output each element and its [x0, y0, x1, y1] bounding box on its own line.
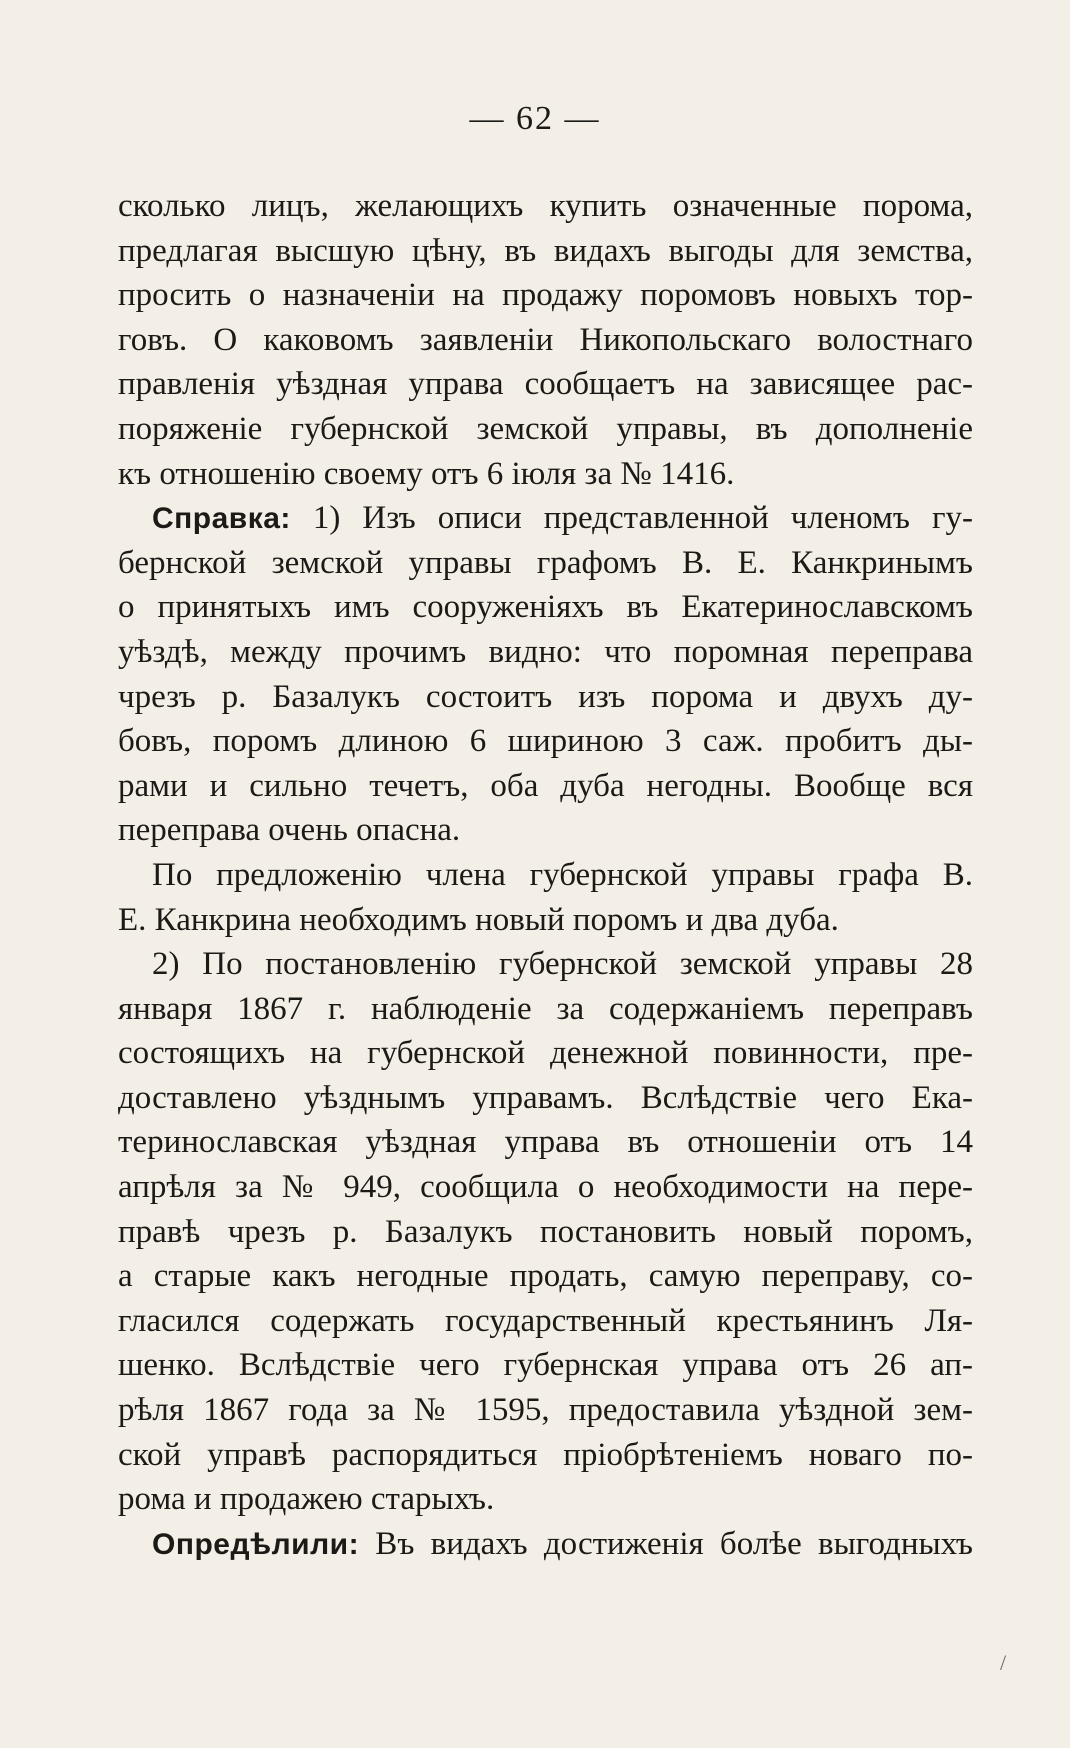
text-line	[118, 1433, 973, 1478]
text-line	[118, 1210, 973, 1255]
text-line	[118, 1299, 973, 1344]
text-line	[118, 1388, 973, 1433]
text-line-content: бернской земской управы графомъ В. Е. Канкринымъ	[118, 544, 973, 581]
text-line	[118, 1343, 973, 1388]
body-text	[118, 184, 973, 1566]
text-line	[118, 1031, 973, 1076]
text-line-content: рома и продажею старыхъ.	[118, 1481, 495, 1518]
text-line	[118, 541, 973, 586]
page-speck: /	[1000, 1650, 1007, 1675]
text-line-content: теринославская уѣздная управа въ отношенiи отъ 14	[118, 1124, 973, 1161]
text-line	[118, 229, 973, 274]
text-line	[118, 585, 973, 630]
text-line	[118, 719, 973, 764]
text-line	[118, 496, 973, 541]
text-line-content: шенко. Вслѣдствiе чего губернская управа отъ 26 ап-	[118, 1347, 973, 1384]
text-line	[118, 630, 973, 675]
paragraph-lead-word: Опредѣлили:	[152, 1527, 360, 1561]
text-line-content: состоящихъ на губернской денежной повинности, пре-	[118, 1035, 973, 1072]
text-line-content: правѣ чрезъ р. Базалукъ постановить новый поромъ,	[118, 1213, 973, 1250]
text-line-content: сколько лицъ, желающихъ купить означенные порома,	[118, 188, 973, 224]
paragraph-lead-word: Справка:	[152, 502, 291, 536]
text-line-content: доставлено уѣзднымъ управамъ. Вслѣдствiе чего Ека-	[118, 1079, 973, 1116]
text-line-content: Е. Канкрина необходимъ новый поромъ и два дуба.	[118, 901, 839, 938]
text-line-content: переправа очень опасна.	[118, 812, 461, 849]
text-line	[118, 362, 973, 407]
page-number: — 62 —	[469, 100, 601, 137]
text-line-content: рѣля 1867 года за № 1595, предоставила уѣздной зем-	[118, 1392, 973, 1429]
text-line	[118, 1120, 973, 1165]
text-line	[118, 987, 973, 1032]
text-line-content: апрѣля за № 949, сообщила о необходимости на пере-	[118, 1169, 973, 1206]
text-line-content: правленiя уѣздная управа сообщаетъ на зависящее рас-	[118, 366, 973, 403]
text-line	[118, 1522, 973, 1567]
text-line-content: а старые какъ негодные продать, самую переправу, со-	[118, 1258, 973, 1295]
text-line	[118, 898, 973, 943]
text-line-content: просить о назначенiи на продажу поромовъ новыхъ тор-	[118, 277, 973, 314]
text-line	[118, 853, 973, 898]
text-line	[118, 1477, 973, 1522]
text-line-content: поряженiе губернской земской управы, въ дополненiе	[118, 410, 973, 447]
text-line	[118, 273, 973, 318]
text-line	[118, 675, 973, 720]
text-line-content: Въ видахъ достиженiя болѣе выгодныхъ	[359, 1525, 973, 1562]
text-line-content: января 1867 г. наблюденiе за содержанiемъ переправъ	[118, 990, 973, 1027]
text-line	[118, 1165, 973, 1210]
text-line-content: гласился содержать государственный крестьянинъ Ля-	[118, 1302, 973, 1339]
text-line-content: предлагая высшую цѣну, въ видахъ выгоды для земства,	[118, 232, 973, 269]
text-line-content: рами и сильно течетъ, оба дуба негодны. Вообще вся	[118, 767, 973, 804]
text-line-content: ской управѣ распорядиться прiобрѣтенiемъ новаго по-	[118, 1436, 973, 1473]
text-line	[118, 942, 973, 987]
text-line	[118, 808, 973, 853]
text-line-content: бовъ, поромъ длиною 6 шириною 3 саж. пробитъ ды-	[118, 723, 973, 760]
text-line-content: говъ. О каковомъ заявленiи Никопольскаго волостнаго	[118, 321, 973, 358]
text-line	[118, 1076, 973, 1121]
text-line	[118, 1254, 973, 1299]
text-line-content: 2) По постановленiю губернской земской управы 28	[152, 946, 973, 983]
text-line	[118, 184, 973, 229]
text-line-content: чрезъ р. Базалукъ состоитъ изъ порома и двухъ ду-	[118, 678, 973, 715]
text-line-content: къ отношенiю своему отъ 6 iюля за № 1416.	[118, 455, 735, 492]
text-line	[118, 452, 973, 497]
text-line	[118, 318, 973, 363]
text-line	[118, 407, 973, 452]
text-line-content: уѣздѣ, между прочимъ видно: что поромная переправа	[118, 633, 973, 670]
text-line-content: 1) Изъ описи представленной членомъ гу-	[290, 500, 973, 537]
text-line-content: По предложенiю члена губернской управы графа В.	[152, 856, 973, 893]
text-line	[118, 764, 973, 809]
text-line-content: о принятыхъ имъ сооруженiяхъ въ Екатеринославскомъ	[118, 589, 973, 626]
